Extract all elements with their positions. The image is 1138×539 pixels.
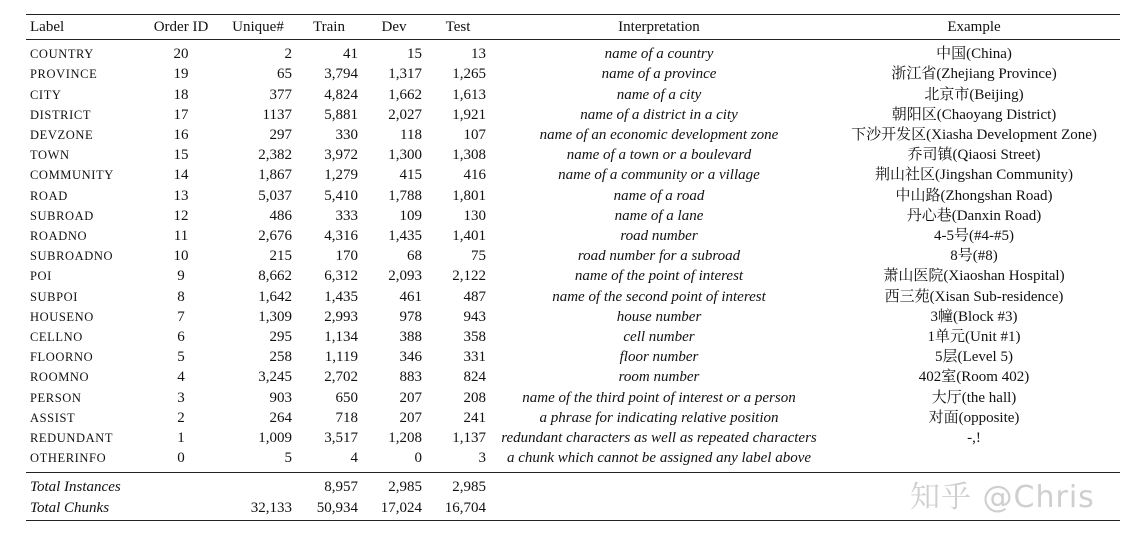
label-text: CITY [30, 87, 62, 102]
cell-dev: 346 [399, 349, 422, 366]
label-text: PROVINCE [30, 67, 98, 82]
cell-unique: 377 [269, 86, 292, 103]
cell-order-id: 6 [177, 329, 185, 346]
cell-order-id: 7 [177, 308, 185, 325]
header-example: Example [828, 15, 1120, 40]
cell-label [26, 125, 142, 145]
cell-interpretation: name of a country [604, 46, 714, 63]
cell-unique: 295 [269, 329, 292, 346]
cell-train: 3,517 [324, 430, 358, 447]
cell-dev: 1,317 [388, 66, 422, 83]
cell-order-id: 8 [177, 288, 185, 305]
cell-train: 330 [335, 127, 358, 144]
cell-train: 1,119 [324, 349, 358, 366]
label-text: ROADNO [30, 229, 88, 244]
cell-label [26, 226, 142, 246]
cell-test: 13 [471, 46, 486, 63]
table-row [26, 448, 1120, 473]
total-dev: 2,985 [362, 473, 426, 498]
cell-example: 402室(Room 402) [918, 369, 1030, 386]
cell-interpretation: name of an economic development zone [539, 127, 779, 144]
cell-dev: 207 [399, 389, 422, 406]
cell-dev: 2,027 [388, 106, 422, 123]
cell-example: 浙江省(Zhejiang Province) [891, 66, 1057, 83]
cell-order-id: 18 [173, 86, 189, 103]
table-row [26, 64, 1120, 84]
cell-train: 2,993 [324, 308, 358, 325]
cell-example: 下沙开发区(Xiasha Development Zone) [851, 127, 1097, 144]
cell-test: 241 [463, 409, 486, 426]
cell-interpretation: name of the point of interest [574, 268, 744, 285]
cell-test: 75 [471, 248, 486, 265]
cell-interpretation: road number for a subroad [577, 248, 741, 265]
cell-label [26, 246, 142, 266]
cell-test: 3 [478, 450, 486, 467]
cell-interpretation: name of the second point of interest [552, 288, 766, 305]
cell-unique: 5 [284, 450, 292, 467]
total-dev: 17,024 [362, 498, 426, 521]
header-row [26, 15, 1120, 40]
watermark-text: 知乎 @Chris [910, 480, 1095, 515]
cell-interpretation: house number [616, 308, 702, 325]
cell-label [26, 40, 142, 65]
cell-label [26, 266, 142, 286]
cell-dev: 388 [399, 329, 422, 346]
cell-train: 170 [335, 248, 358, 265]
cell-label [26, 105, 142, 125]
cell-example: 4-5号(#4-#5) [934, 228, 1014, 245]
header-interpretation: Interpretation [490, 15, 828, 40]
header-unique: Unique# [220, 15, 296, 40]
table-row [26, 367, 1120, 387]
cell-dev: 109 [399, 207, 422, 224]
cell-train: 333 [335, 207, 358, 224]
cell-order-id: 12 [173, 207, 189, 224]
cell-label [26, 408, 142, 428]
cell-unique: 5,037 [258, 187, 292, 204]
cell-order-id: 15 [173, 147, 189, 164]
table-row [26, 125, 1120, 145]
cell-train: 650 [335, 389, 358, 406]
table-row [26, 266, 1120, 286]
cell-label [26, 428, 142, 448]
cell-label [26, 145, 142, 165]
cell-order-id: 17 [173, 106, 189, 123]
cell-unique: 2,382 [258, 147, 292, 164]
cell-unique: 3,245 [258, 369, 292, 386]
cell-order-id: 5 [177, 349, 185, 366]
cell-order-id: 14 [173, 167, 189, 184]
cell-interpretation: floor number [619, 349, 699, 366]
cell-label [26, 287, 142, 307]
label-text: TOWN [30, 148, 70, 163]
table-row [26, 388, 1120, 408]
cell-example: 朝阳区(Chaoyang District) [891, 106, 1057, 123]
cell-unique: 1,642 [258, 288, 292, 305]
cell-test: 943 [463, 308, 486, 325]
cell-example: 1单元(Unit #1) [927, 329, 1021, 346]
label-text: POI [30, 269, 52, 284]
cell-interpretation: room number [618, 369, 700, 386]
cell-test: 130 [463, 207, 486, 224]
cell-interpretation: a chunk which cannot be assigned any label above [506, 450, 812, 467]
label-text: DISTRICT [30, 107, 92, 122]
cell-example: 中国(China) [936, 46, 1012, 63]
cell-train: 1,279 [324, 167, 358, 184]
cell-label [26, 307, 142, 327]
label-text: HOUSENO [30, 309, 94, 324]
total-label: Total Instances [26, 473, 220, 498]
cell-unique: 486 [269, 207, 292, 224]
cell-test: 331 [463, 349, 486, 366]
cell-order-id: 3 [177, 389, 185, 406]
cell-order-id: 16 [173, 127, 189, 144]
cell-example [828, 448, 1120, 473]
cell-example: -,! [967, 430, 981, 447]
header-label: Label [26, 15, 142, 40]
cell-example: 北京市(Beijing) [924, 86, 1024, 103]
cell-interpretation: a phrase for indicating relative position [539, 409, 779, 426]
cell-test: 1,921 [452, 106, 486, 123]
cell-example: 3幢(Block #3) [930, 308, 1018, 325]
cell-label [26, 347, 142, 367]
cell-interpretation: name of a road [613, 187, 705, 204]
cell-label [26, 388, 142, 408]
cell-dev: 1,208 [388, 430, 422, 447]
cell-dev: 68 [407, 248, 422, 265]
label-text: ROOMNO [30, 370, 90, 385]
table-row [26, 145, 1120, 165]
cell-train: 5,881 [324, 106, 358, 123]
table-row [26, 428, 1120, 448]
label-text: ASSIST [30, 410, 76, 425]
cell-interpretation: name of a community or a village [558, 167, 760, 184]
table-row [26, 40, 1120, 65]
cell-order-id: 9 [177, 268, 185, 285]
cell-example: 荆山社区(Jingshan Community) [875, 167, 1073, 184]
table-row [26, 408, 1120, 428]
label-text: DEVZONE [30, 128, 94, 143]
cell-label [26, 64, 142, 84]
cell-test: 487 [463, 288, 486, 305]
cell-train: 5,410 [324, 187, 358, 204]
cell-test: 416 [463, 167, 486, 184]
header-train: Train [296, 15, 362, 40]
cell-label [26, 206, 142, 226]
cell-example: 8号(#8) [950, 248, 998, 265]
cell-order-id: 0 [177, 450, 185, 467]
cell-dev: 1,788 [388, 187, 422, 204]
cell-order-id: 20 [173, 46, 189, 63]
header-order-id: Order ID [142, 15, 220, 40]
cell-unique: 264 [269, 409, 292, 426]
total-train: 50,934 [296, 498, 362, 521]
table-row [26, 307, 1120, 327]
label-text: ROAD [30, 188, 68, 203]
total-label: Total Chunks [26, 498, 220, 521]
table-row [26, 85, 1120, 105]
table-row [26, 347, 1120, 367]
cell-interpretation: name of a lane [614, 207, 704, 224]
cell-test: 1,265 [452, 66, 486, 83]
cell-unique: 1,309 [258, 308, 292, 325]
total-test: 2,985 [426, 473, 490, 498]
cell-dev: 2,093 [388, 268, 422, 285]
cell-interpretation: name of a province [601, 66, 717, 83]
cell-order-id: 13 [173, 187, 189, 204]
cell-example: 丹心巷(Danxin Road) [906, 207, 1042, 224]
table-row [26, 186, 1120, 206]
cell-label [26, 85, 142, 105]
cell-example: 对面(opposite) [928, 409, 1020, 426]
cell-test: 1,137 [452, 430, 486, 447]
cell-interpretation: name of a town or a boulevard [566, 147, 752, 164]
cell-unique: 258 [269, 349, 292, 366]
cell-test: 1,308 [452, 147, 486, 164]
label-text: COMMUNITY [30, 168, 114, 183]
cell-example: 西三苑(Xisan Sub-residence) [884, 288, 1064, 305]
cell-unique: 2,676 [258, 228, 292, 245]
cell-test: 1,613 [452, 86, 486, 103]
cell-unique: 1,009 [258, 430, 292, 447]
cell-dev: 1,300 [388, 147, 422, 164]
cell-label [26, 327, 142, 347]
label-text: SUBROADNO [30, 249, 114, 264]
cell-unique: 1137 [262, 106, 292, 123]
total-test: 16,704 [426, 498, 490, 521]
total-train: 8,957 [296, 473, 362, 498]
label-text: REDUNDANT [30, 431, 114, 446]
cell-dev: 118 [400, 127, 422, 144]
label-text: PERSON [30, 390, 82, 405]
cell-test: 824 [463, 369, 486, 386]
cell-label [26, 186, 142, 206]
cell-unique: 65 [277, 66, 292, 83]
dataset-statistics-table [26, 14, 1120, 521]
cell-test: 358 [463, 329, 486, 346]
cell-train: 1,435 [324, 288, 358, 305]
cell-order-id: 19 [173, 66, 189, 83]
cell-dev: 1,435 [388, 228, 422, 245]
label-text: SUBROAD [30, 208, 94, 223]
cell-example: 大厅(the hall) [931, 389, 1017, 406]
cell-test: 107 [463, 127, 486, 144]
label-text: FLOORNO [30, 350, 94, 365]
header-dev: Dev [362, 15, 426, 40]
cell-order-id: 11 [173, 228, 189, 245]
cell-example: 5层(Level 5) [935, 349, 1013, 366]
cell-unique: 1,867 [258, 167, 292, 184]
cell-unique: 2 [284, 46, 292, 63]
table-row [26, 165, 1120, 185]
cell-interpretation: cell number [623, 329, 695, 346]
cell-dev: 15 [407, 46, 422, 63]
cell-label [26, 448, 142, 473]
cell-test: 208 [463, 389, 486, 406]
table-row [26, 327, 1120, 347]
cell-label [26, 165, 142, 185]
cell-train: 718 [335, 409, 358, 426]
cell-test: 1,401 [452, 228, 486, 245]
label-text: COUNTRY [30, 47, 94, 62]
cell-test: 1,801 [452, 187, 486, 204]
cell-train: 3,794 [324, 66, 358, 83]
cell-interpretation: name of the third point of interest or a person [522, 389, 796, 406]
cell-dev: 1,662 [388, 86, 422, 103]
cell-train: 4,824 [324, 86, 358, 103]
total-unique: 32,133 [220, 498, 296, 521]
cell-train: 3,972 [324, 147, 358, 164]
label-text: OTHERINFO [30, 451, 107, 466]
table-row [26, 246, 1120, 266]
cell-dev: 207 [399, 409, 422, 426]
cell-order-id: 10 [173, 248, 189, 265]
table-row [26, 226, 1120, 246]
label-text: SUBPOI [30, 289, 79, 304]
cell-dev: 415 [399, 167, 422, 184]
cell-test: 2,122 [452, 268, 486, 285]
label-text: CELLNO [30, 330, 83, 345]
table-row [26, 105, 1120, 125]
cell-example: 萧山医院(Xiaoshan Hospital) [883, 268, 1065, 285]
cell-interpretation: name of a district in a city [580, 106, 738, 123]
cell-unique: 215 [269, 248, 292, 265]
cell-example: 中山路(Zhongshan Road) [895, 187, 1053, 204]
table-row [26, 206, 1120, 226]
cell-train: 1,134 [324, 329, 358, 346]
cell-label [26, 367, 142, 387]
total-unique [220, 473, 296, 498]
cell-train: 2,702 [324, 369, 358, 386]
cell-example: 乔司镇(Qiaosi Street) [907, 147, 1041, 164]
cell-order-id: 4 [177, 369, 185, 386]
cell-train: 4,316 [324, 228, 358, 245]
dataset-statistics-table-container [26, 14, 1120, 521]
cell-train: 41 [343, 46, 358, 63]
cell-dev: 978 [399, 308, 422, 325]
table-header [26, 15, 1120, 40]
cell-unique: 8,662 [258, 268, 292, 285]
cell-train: 6,312 [324, 268, 358, 285]
cell-order-id: 1 [177, 430, 185, 447]
table-body [26, 40, 1120, 473]
cell-train: 4 [350, 450, 358, 467]
header-test: Test [426, 15, 490, 40]
cell-dev: 883 [399, 369, 422, 386]
table-row [26, 287, 1120, 307]
cell-dev: 461 [399, 288, 422, 305]
cell-unique: 297 [269, 127, 292, 144]
cell-dev: 0 [414, 450, 422, 467]
cell-interpretation: redundant characters as well as repeated characters [501, 430, 817, 447]
cell-interpretation: name of a city [616, 86, 702, 103]
cell-unique: 903 [269, 389, 292, 406]
cell-order-id: 2 [177, 409, 185, 426]
cell-interpretation: road number [620, 228, 698, 245]
